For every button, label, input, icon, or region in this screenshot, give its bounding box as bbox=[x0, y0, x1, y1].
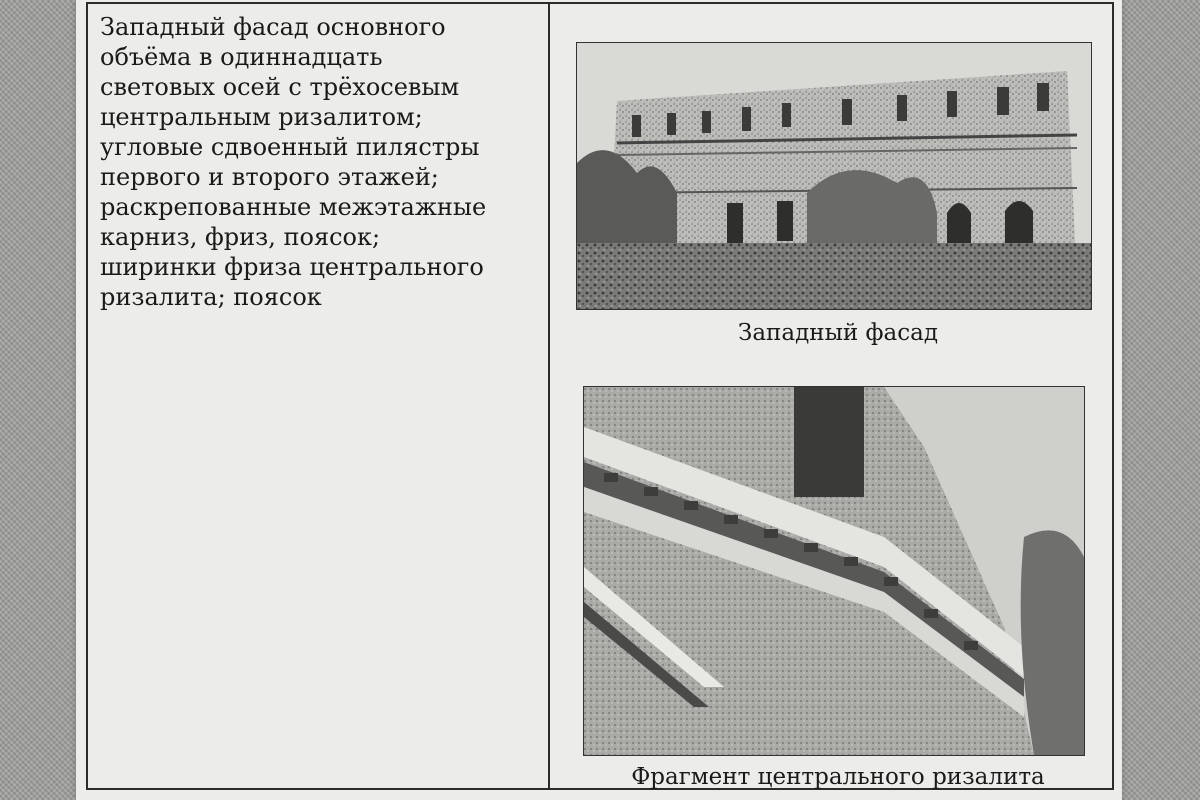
risalit-caption: Фрагмент центрального ризалита bbox=[631, 764, 1045, 790]
description-table bbox=[86, 2, 1114, 790]
facade-caption: Западный фасад bbox=[738, 320, 938, 346]
column-divider bbox=[548, 4, 550, 788]
facade-photo bbox=[576, 42, 1092, 310]
risalit-fragment-photo bbox=[583, 386, 1085, 756]
facade-description: Западный фасад основного объёма в одиннадцать световых осей с трёхосевым центральным ризалитом; угловые сдвоенный пилястры первого и второго этажей; раскрепованные межэтажные карниз, фриз, поясок; ширинки фриза центрального ризалита; поясок bbox=[100, 13, 487, 311]
document-page bbox=[76, 0, 1122, 800]
